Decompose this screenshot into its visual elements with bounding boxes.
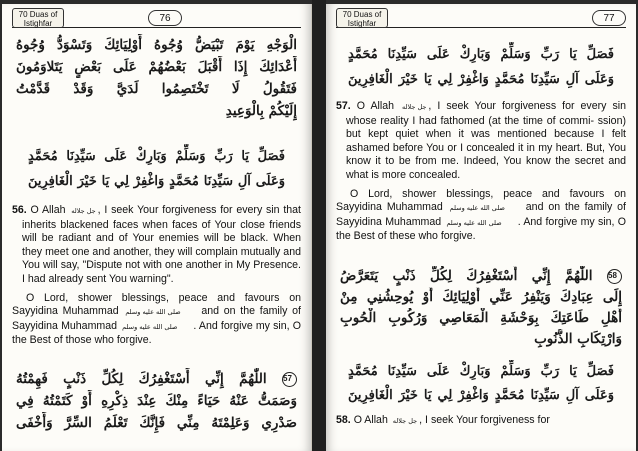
salawat-paragraph (12, 292, 301, 348)
prophet-honorific: صلى الله عليه وسلم (125, 308, 181, 317)
arabic-dua-text (16, 34, 297, 122)
book-title-line: 70 Duas of (342, 10, 382, 19)
dua-paragraph (12, 204, 301, 287)
para-text: , I seek Your forgiveness for (419, 414, 550, 426)
para-text: O Lord, shower blessings, peace and favours on Sayyidina Muhammad (336, 187, 626, 214)
arabic-text: اللّٰهُمَّ إِنِّي أَسْتَغْفِرُكَ لِكُلِّ ذَنْبٍ فَهِمْتُهُ (16, 371, 267, 387)
prophet-honorific: صلى الله عليه وسلم (446, 218, 502, 227)
dua-number: 57. (336, 100, 351, 112)
arabic-line: فَصَلِّ يَا رَبِّ وَسَلِّمْ وَبَارِكْ عَلَى سَيِّدِنَا مُحَمَّدٍ (348, 47, 614, 62)
dua-paragraph (336, 100, 626, 183)
arabic-line (340, 266, 622, 287)
arabic-line: وَعَلَى آلِ سَيِّدِنَا مُحَمَّدٍ وَاغْفِرْ لِي يَا خَيْرَ الْغَافِرِينَ (348, 72, 614, 87)
prophet-honorific: صلى الله عليه وسلم (449, 204, 505, 213)
allah-honorific: جل جلاله (71, 207, 96, 215)
dua-paragraph (336, 414, 626, 429)
book-title-badge (336, 8, 388, 28)
book-title-line: 70 Duas of (18, 10, 58, 19)
arabic-salawat (348, 42, 614, 92)
left-page (2, 4, 312, 451)
arabic-line: أَهْلِ طَاعَتِكَ بِوَحْشَةِ الْمَعَاصِي وَرُكُوبِ الْحُوبِ (340, 310, 622, 326)
para-text: O Lord, shower blessings, peace and favours on Sayyidina Muhammad (12, 291, 301, 318)
arabic-line: صَدْرِي وَعَلِمْتَهُ مِنِّي فَإِنَّكَ تَعْلَمُ السِّرَّ وَأَخْفَى (16, 415, 297, 431)
book-gutter (312, 0, 326, 451)
arabic-line (16, 368, 297, 390)
english-translation (336, 414, 626, 429)
para-lead: O Allah (353, 414, 388, 426)
left-page-header (12, 8, 301, 28)
para-text: . And forgive my sin, O the Best of those who forgive. (12, 319, 301, 347)
arabic-line: وَعَلَى آلِ سَيِّدِنَا مُحَمَّدٍ وَاغْفِرْ لِي يَا خَيْرَ الْغَافِرِينَ (28, 174, 285, 189)
arabic-dua-text (16, 368, 297, 434)
allah-honorific: جل جلاله (392, 417, 418, 425)
para-text: and on the family of Sayyidina Muhammad (336, 201, 626, 228)
prophet-honorific: صلى الله عليه وسلم (122, 322, 178, 331)
para-lead: O Allah (356, 100, 394, 112)
para-text: and on the family of Sayyidina Muhammad (12, 305, 301, 332)
arabic-line: إِلَيْكُمْ بِالْوَعِيدِ (225, 103, 297, 119)
arabic-salawat (348, 360, 614, 408)
arabic-line: أَعْدَائِكَ إِذَا أَقْبَلَ بَعْضُهُمْ عَلَى بَعْضٍ يَتَلاوَمُونَ (16, 59, 297, 75)
book-title-line: Istighfar (347, 19, 377, 28)
arabic-line: الْوَجْهِ يَوْمَ تَبْيَضُّ وُجُوهُ أَوْلِيَائِكَ وَتَسْوَدُّ وُجُوهُ (16, 37, 297, 53)
page-number: 77 (592, 10, 626, 26)
book-title-badge (12, 8, 64, 28)
arabic-line: وَعَلَى آلِ سَيِّدِنَا مُحَمَّدٍ وَاغْفِرْ لِي يَا خَيْرَ الْغَافِرِينَ (348, 388, 614, 403)
english-translation (12, 204, 301, 348)
arabic-line: فَصَلِّ يَا رَبِّ وَسَلِّمْ وَبَارِكْ عَلَى سَيِّدِنَا مُحَمَّدٍ (28, 149, 285, 164)
para-text: , I seek Your forgiveness for every sin whose reality I had fathomed (at the time of commi- ssion) but kept quiet when it was mentioned because I felt ashamed before You or I concealed it in my heart. But, You know it to be from me. Indeed, You know the secret and what is more concealed. (346, 100, 626, 181)
arabic-line: وَصَمَتُّ عَنْهُ حَيَاءً مِنْكَ عِنْدَ ذِكْرِهِ أَوْ كَتَمْتُهُ فِي (16, 393, 297, 409)
page-number: 76 (148, 10, 182, 26)
arabic-salawat (28, 144, 285, 194)
arabic-text: اللّٰهُمَّ إِنِّي أَسْتَغْفِرُكَ لِكُلِّ ذَنْبٍ يَتَعَرَّضُ (340, 268, 593, 284)
arabic-line: فَتَقُولُ لَا تَخْتَصِمُوا لَدَيَّ وَقَدْ قَدَّمْتُ (16, 81, 297, 97)
right-page (326, 4, 636, 451)
dua-number: 58. (336, 414, 351, 426)
para-lead: O Allah (30, 204, 66, 216)
para-text: , I seek Your forgiveness for every sin that inherits blackened faces when faces of Your close friends will be radiant and of Your enemies will be black. When they meet one and another, they will complain mutually and You will say, "Dispute not with one another in My Presence. I had already sent You warning". (22, 204, 301, 285)
dua-number-circle: 58 (607, 269, 622, 284)
allah-honorific: جل جلاله (402, 103, 427, 111)
arabic-line: إِلَى عِبَادِكَ وَيَنْفِرُ عَنِّي أَوْلِيَائِكَ أَوْ يُوحِشُنِي مِنْ (340, 289, 622, 305)
arabic-dua-text (340, 266, 622, 350)
arabic-line: وَارْتِكَابِ الذُّنُوبِ (534, 331, 622, 347)
dua-number-circle: 57 (282, 372, 297, 387)
para-text: . And forgive my sin, O the Best of these who forgive. (336, 215, 626, 243)
dua-number: 56. (12, 204, 27, 216)
salawat-paragraph (336, 188, 626, 244)
book-title-line: Istighfar (23, 19, 53, 28)
right-page-header (336, 8, 626, 28)
english-translation (336, 100, 626, 244)
arabic-line: فَصَلِّ يَا رَبِّ وَسَلِّمْ وَبَارِكْ عَلَى سَيِّدِنَا مُحَمَّدٍ (348, 364, 614, 379)
